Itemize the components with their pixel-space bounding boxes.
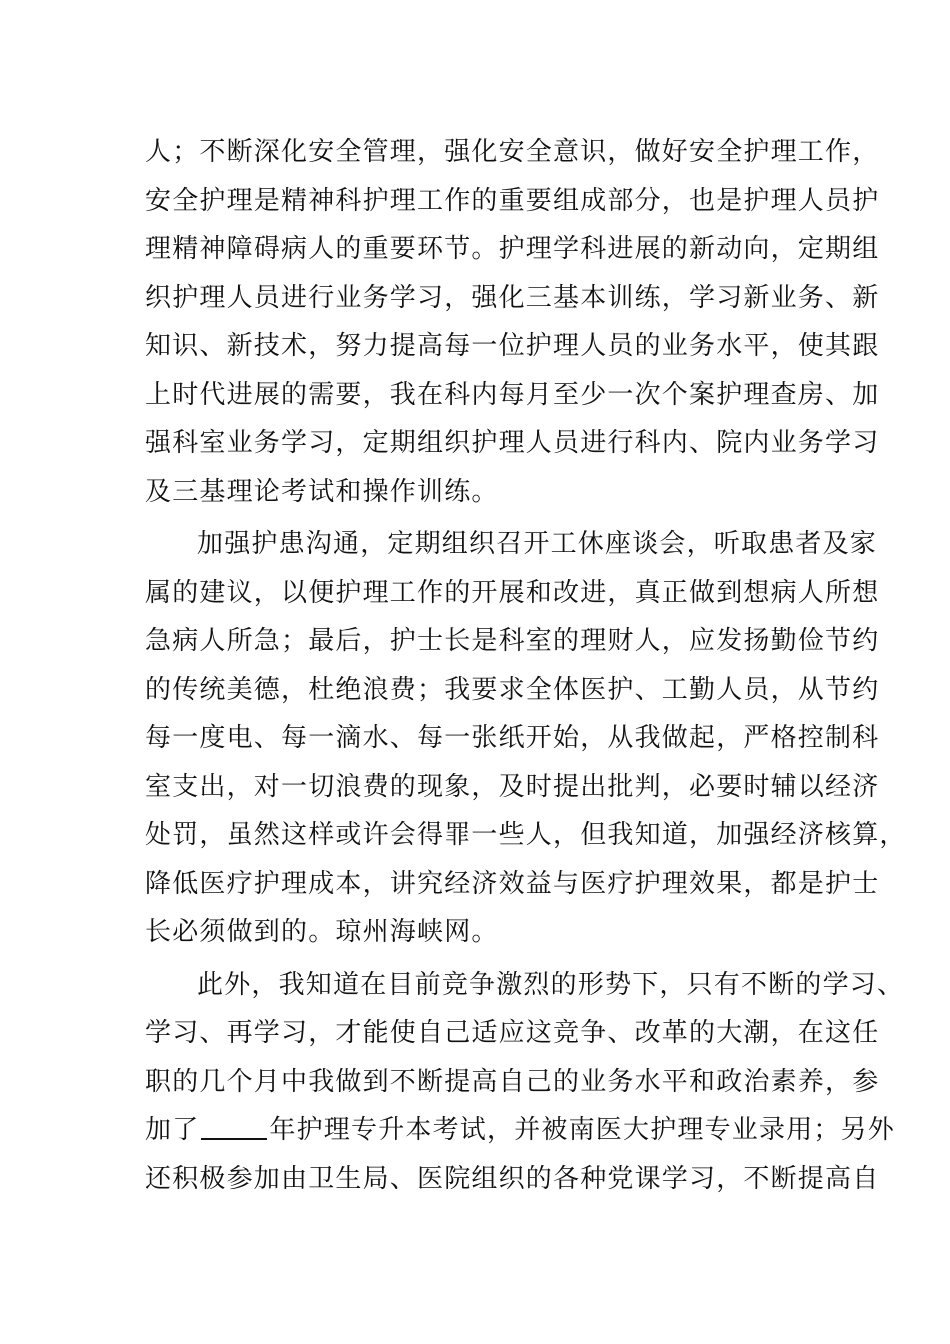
paragraph-2-line-4: 的传统美德，杜绝浪费；我要求全体医护、工勤人员，从节约 <box>145 674 880 705</box>
paragraph-1-line-3: 理精神障碍病人的重要环节。护理学科进展的新动向，定期组 <box>145 234 880 264</box>
paragraph-3-line-5: 还积极参加由卫生局、医院组织的各种党课学习，不断提高自 <box>145 1163 880 1194</box>
fill-in-blank <box>201 1116 267 1140</box>
paragraph-2-line-3: 急病人所急；最后，护士长是科室的理财人，应发扬勤俭节约 <box>145 626 880 656</box>
paragraph-1-line-2: 安全护理是精神科护理工作的重要组成部分，也是护理人员护 <box>145 185 880 216</box>
paragraph-3-line-1: 此外，我知道在目前竞争激烈的形势下，只有不断的学习、 <box>197 969 905 1000</box>
paragraph-1-line-1: 人；不断深化安全管理，强化安全意识，做好安全护理工作， <box>145 137 880 167</box>
paragraph-2-line-9: 长必须做到的。琼州海峡网。 <box>145 917 499 947</box>
paragraph-1-line-8: 及三基理论考试和操作训练。 <box>145 476 499 507</box>
paragraph-2-line-7: 处罚，虽然这样或许会得罪一些人，但我知道，加强经济核算， <box>145 820 907 850</box>
paragraph-1-line-6: 上时代进展的需要，我在科内每月至少一次个案护理查房、加 <box>145 379 880 410</box>
blank-line-prefix: 加了 <box>145 1115 200 1145</box>
document-body <box>145 128 907 1203</box>
paragraph-3-line-2: 学习、再学习，才能使自己适应这竞争、改革的大潮，在这任 <box>145 1018 880 1048</box>
paragraph-3-line-4 <box>145 1106 896 1155</box>
paragraph-1-line-5: 知识、新技术，努力提高每一位护理人员的业务水平，使其跟 <box>145 331 880 361</box>
paragraph-1-line-7: 强科室业务学习，定期组织护理人员进行科内、院内业务学习 <box>145 428 880 458</box>
paragraph-2-line-6: 室支出，对一切浪费的现象，及时提出批判，必要时辅以经济 <box>145 771 880 802</box>
paragraph-2-line-8: 降低医疗护理成本，讲究经济效益与医疗护理效果，都是护士 <box>145 868 880 899</box>
paragraph-2-line-1: 加强护患沟通，定期组织召开工休座谈会，听取患者及家 <box>197 529 878 559</box>
blank-line-suffix: 年护理专升本考试，并被南医大护理专业录用；另外 <box>269 1115 896 1145</box>
paragraph-2-line-2: 属的建议，以便护理工作的开展和改进，真正做到想病人所想 <box>145 577 880 608</box>
paragraph-2-line-5: 每一度电、每一滴水、每一张纸开始，从我做起，严格控制科 <box>145 723 880 753</box>
paragraph-3-line-3: 职的几个月中我做到不断提高自己的业务水平和政治素养，参 <box>145 1066 880 1097</box>
paragraph-1-line-4: 织护理人员进行业务学习，强化三基本训练，学习新业务、新 <box>145 282 880 313</box>
